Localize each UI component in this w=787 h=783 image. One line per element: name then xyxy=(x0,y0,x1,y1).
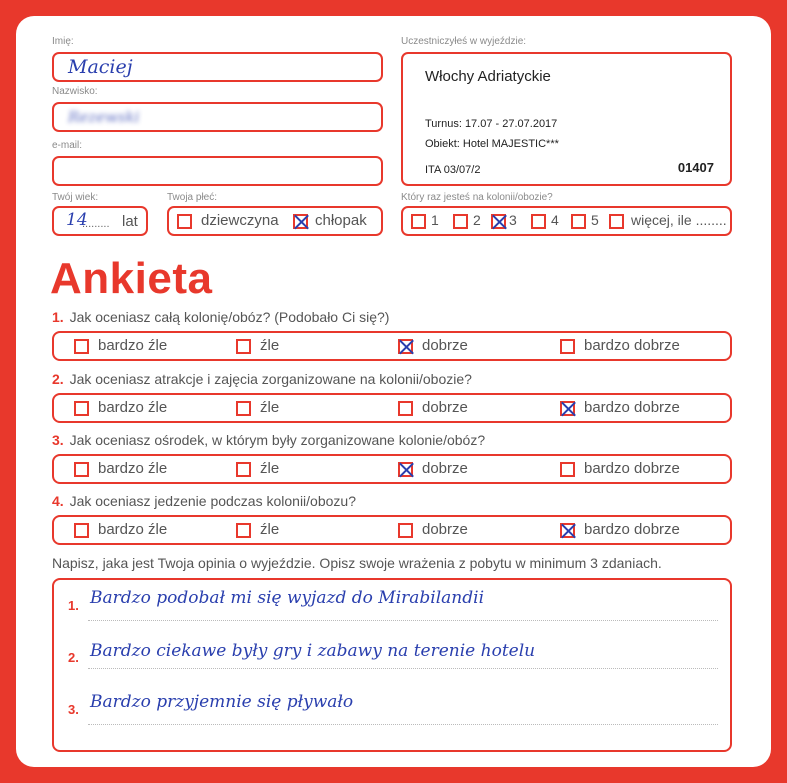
q1-option-very-good: bardzo dobrze xyxy=(584,337,680,354)
q4-checkbox-very-good[interactable] xyxy=(560,523,575,538)
q1-checkbox-very-good[interactable] xyxy=(560,339,575,354)
gender-option-boy: chłopak xyxy=(315,212,367,229)
times-checkbox-3[interactable] xyxy=(491,214,506,229)
answer-row-1 xyxy=(52,331,732,361)
question-4 xyxy=(52,493,356,509)
q2-option-bad: źle xyxy=(260,399,280,416)
q3-option-very-good: bardzo dobrze xyxy=(584,460,680,477)
trip-info-box xyxy=(401,52,732,186)
q4-checkbox-good[interactable] xyxy=(398,523,413,538)
times-checkbox-4[interactable] xyxy=(531,214,546,229)
opinion-rule xyxy=(88,668,718,669)
opinion-rule xyxy=(88,724,718,725)
answer-row-4 xyxy=(52,515,732,545)
q3-option-very-bad: bardzo źle xyxy=(98,460,168,477)
times-checkbox-5[interactable] xyxy=(571,214,586,229)
gender-field xyxy=(167,206,383,236)
q2-checkbox-very-bad[interactable] xyxy=(74,401,89,416)
q3-option-good: dobrze xyxy=(422,460,468,477)
q2-checkbox-good[interactable] xyxy=(398,401,413,416)
question-4-number: 4. xyxy=(52,493,64,509)
q4-option-good: dobrze xyxy=(422,521,468,538)
times-checkbox-2[interactable] xyxy=(453,214,468,229)
form-sheet xyxy=(16,16,771,767)
q4-option-very-bad: bardzo źle xyxy=(98,521,168,538)
trip-destination: Włochy Adriatyckie xyxy=(425,68,551,85)
trip-obiekt: Obiekt: Hotel MAJESTIC*** xyxy=(425,138,559,150)
gender-checkbox-boy[interactable] xyxy=(293,214,308,229)
q3-checkbox-good[interactable] xyxy=(398,462,413,477)
question-1 xyxy=(52,309,389,325)
q4-option-very-good: bardzo dobrze xyxy=(584,521,680,538)
opinion-line-1-number: 1. xyxy=(68,598,79,613)
opinion-line-3-number: 3. xyxy=(68,702,79,717)
times-checkbox-more[interactable] xyxy=(609,214,624,229)
question-1-text: Jak oceniasz całą kolonię/obóz? (Podobało Ci się?) xyxy=(69,309,390,325)
times-option-1: 1 xyxy=(431,212,439,228)
opinion-line-2-text: Bardzo ciekawe były gry i zabawy na terenie hotelu xyxy=(90,641,536,661)
opinion-line-1-text: Bardzo podobał mi się wyjazd do Mirabilandii xyxy=(90,588,485,608)
survey-title: Ankieta xyxy=(50,254,213,303)
name-field[interactable] xyxy=(52,52,383,82)
question-3-text: Jak oceniasz ośrodek, w którym były zorganizowane kolonie/obóz? xyxy=(69,432,486,448)
age-field[interactable] xyxy=(52,206,148,236)
q4-checkbox-very-bad[interactable] xyxy=(74,523,89,538)
q1-option-very-bad: bardzo źle xyxy=(98,337,168,354)
age-dots: ......... xyxy=(82,218,110,230)
q3-checkbox-bad[interactable] xyxy=(236,462,251,477)
age-label: Twój wiek: xyxy=(52,192,99,203)
age-value: 14 xyxy=(66,210,88,230)
trip-label: Uczestniczyłeś w wyjeździe: xyxy=(401,36,527,47)
q1-checkbox-bad[interactable] xyxy=(236,339,251,354)
q1-checkbox-good[interactable] xyxy=(398,339,413,354)
question-2-number: 2. xyxy=(52,371,64,387)
question-4-text: Jak oceniasz jedzenie podczas kolonii/obozu? xyxy=(69,493,356,509)
times-option-5: 5 xyxy=(591,212,599,228)
question-2-text: Jak oceniasz atrakcje i zajęcia zorganizowane na kolonii/obozie? xyxy=(69,371,472,387)
q4-checkbox-bad[interactable] xyxy=(236,523,251,538)
q3-checkbox-very-good[interactable] xyxy=(560,462,575,477)
q2-checkbox-bad[interactable] xyxy=(236,401,251,416)
surname-field[interactable] xyxy=(52,102,383,132)
question-1-number: 1. xyxy=(52,309,64,325)
q2-checkbox-very-good[interactable] xyxy=(560,401,575,416)
gender-label: Twoja płeć: xyxy=(167,192,218,203)
trip-code: ITA 03/07/2 xyxy=(425,164,481,176)
q2-option-very-bad: bardzo źle xyxy=(98,399,168,416)
surname-value-blurred: Rezewski xyxy=(68,108,140,126)
answer-row-3 xyxy=(52,454,732,484)
surname-label: Nazwisko: xyxy=(52,86,98,97)
times-label: Który raz jesteś na kolonii/obozie? xyxy=(401,192,553,203)
q3-checkbox-very-bad[interactable] xyxy=(74,462,89,477)
opinion-prompt: Napisz, jaka jest Twoja opinia o wyjeździe. Opisz swoje wrażenia z pobytu w minimum 3 zdaniach. xyxy=(52,555,662,571)
q3-option-bad: źle xyxy=(260,460,280,477)
times-option-2: 2 xyxy=(473,212,481,228)
times-option-more: więcej, ile ........ xyxy=(631,212,727,228)
times-option-4: 4 xyxy=(551,212,559,228)
email-label: e-mail: xyxy=(52,140,83,151)
opinion-textarea[interactable] xyxy=(52,578,732,752)
gender-checkbox-girl[interactable] xyxy=(177,214,192,229)
opinion-rule xyxy=(88,620,718,621)
name-value: Maciej xyxy=(68,56,133,78)
opinion-line-3-text: Bardzo przyjemnie się pływało xyxy=(90,692,354,712)
question-2 xyxy=(52,371,472,387)
q1-option-bad: źle xyxy=(260,337,280,354)
q1-option-good: dobrze xyxy=(422,337,468,354)
question-3 xyxy=(52,432,485,448)
name-label: Imię: xyxy=(52,36,74,47)
times-field xyxy=(401,206,732,236)
opinion-line-2-number: 2. xyxy=(68,650,79,665)
q2-option-very-good: bardzo dobrze xyxy=(584,399,680,416)
question-3-number: 3. xyxy=(52,432,64,448)
q4-option-bad: źle xyxy=(260,521,280,538)
trip-turnus: Turnus: 17.07 - 27.07.2017 xyxy=(425,118,558,130)
times-option-3: 3 xyxy=(509,212,517,228)
trip-number: 01407 xyxy=(677,160,714,175)
answer-row-2 xyxy=(52,393,732,423)
email-field[interactable] xyxy=(52,156,383,186)
q2-option-good: dobrze xyxy=(422,399,468,416)
gender-option-girl: dziewczyna xyxy=(201,212,279,229)
age-unit: lat xyxy=(122,213,138,230)
q1-checkbox-very-bad[interactable] xyxy=(74,339,89,354)
times-checkbox-1[interactable] xyxy=(411,214,426,229)
